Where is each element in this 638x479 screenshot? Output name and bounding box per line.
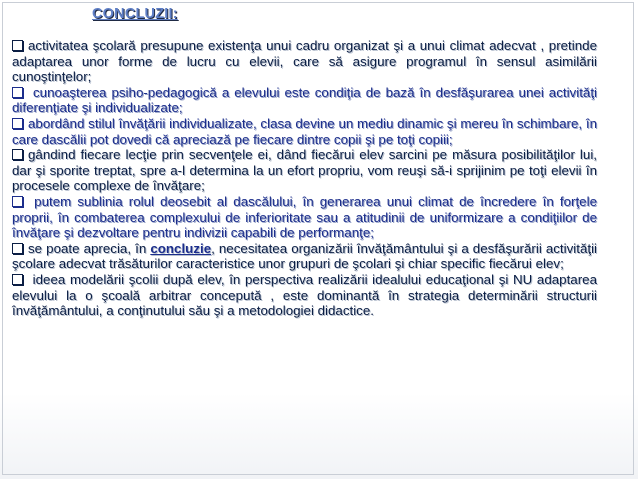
conclusion-text-before: se poate aprecia, în	[28, 240, 151, 256]
conclusion-text-after: , necesitatea organizării învăţământului şi a desfăşurării activităţii şcolare adecvat trăsăturilor caracteristice unor grupuri de şcolari şi chiar specific fiecărui elev;	[12, 240, 598, 272]
slide-title: CONCLUZII:	[92, 6, 178, 22]
checkbox-bullet-icon	[12, 274, 23, 285]
conclusion-item-7	[12, 272, 597, 319]
conclusion-text: ideea modelării şcolii după elev, în perspectiva realizării idealului educaţional şi NU adaptarea elevului la o şcoală arbitrar concepută , este dominantă în strategia determinării structurii învăţământului, a conţinutului său şi a metodologiei didactice.	[12, 271, 597, 319]
conclusion-item-6	[12, 241, 597, 272]
conclusion-keyword: concluzie	[150, 240, 212, 256]
checkbox-bullet-icon	[12, 40, 23, 51]
conclusion-item-1	[12, 38, 597, 85]
conclusions-list	[12, 38, 597, 319]
checkbox-bullet-icon	[12, 149, 23, 160]
conclusion-item-5	[12, 194, 597, 241]
conclusion-text: abordând stilul învăţării individualizate, clasa devine un mediu dinamic şi mereu în schimbare, în care dascălii pot dovedi că apreciază pe fiecare dintre copii şi pe toţi copiii;	[12, 115, 597, 147]
checkbox-bullet-icon	[12, 87, 23, 98]
conclusion-text: gândind fiecare lecţie prin secvenţele ei, dând fiecărui elev sarcini pe măsura posibilităţilor lui, dar şi sporite treptat, spre a-l determina la un efort propriu, vom reuşi să-i sprijinim pe toţi elevii în procesele complexe de învăţare;	[12, 147, 597, 194]
checkbox-bullet-icon	[12, 118, 23, 129]
conclusion-item-3	[12, 116, 597, 147]
conclusion-text: putem sublinia rolul deosebit al dascălului, în generarea unui climat de încredere în forţele proprii, în combaterea complexului de inferioritate sau a atitudinii de uniformizare a condiţiilor de învăţare şi dezvoltare pentru indivizii capabili de performanţe;	[12, 193, 597, 241]
checkbox-bullet-icon	[12, 196, 23, 207]
conclusion-item-2	[12, 85, 597, 116]
checkbox-bullet-icon	[12, 243, 23, 254]
conclusion-item-4	[12, 147, 597, 194]
conclusion-text: cunoaşterea psiho-pedagogică a elevului este condiţia de bază în desfăşurarea unei activităţi diferenţiate şi individualizate;	[12, 84, 597, 116]
conclusion-text: activitatea şcolară presupune existenţa unui cadru organizat şi a unui climat adecvat , pretinde adaptarea unor forme de lucru cu elevii, care să asigure programul în sensul asimilării cunoştinţelor;	[12, 38, 597, 85]
